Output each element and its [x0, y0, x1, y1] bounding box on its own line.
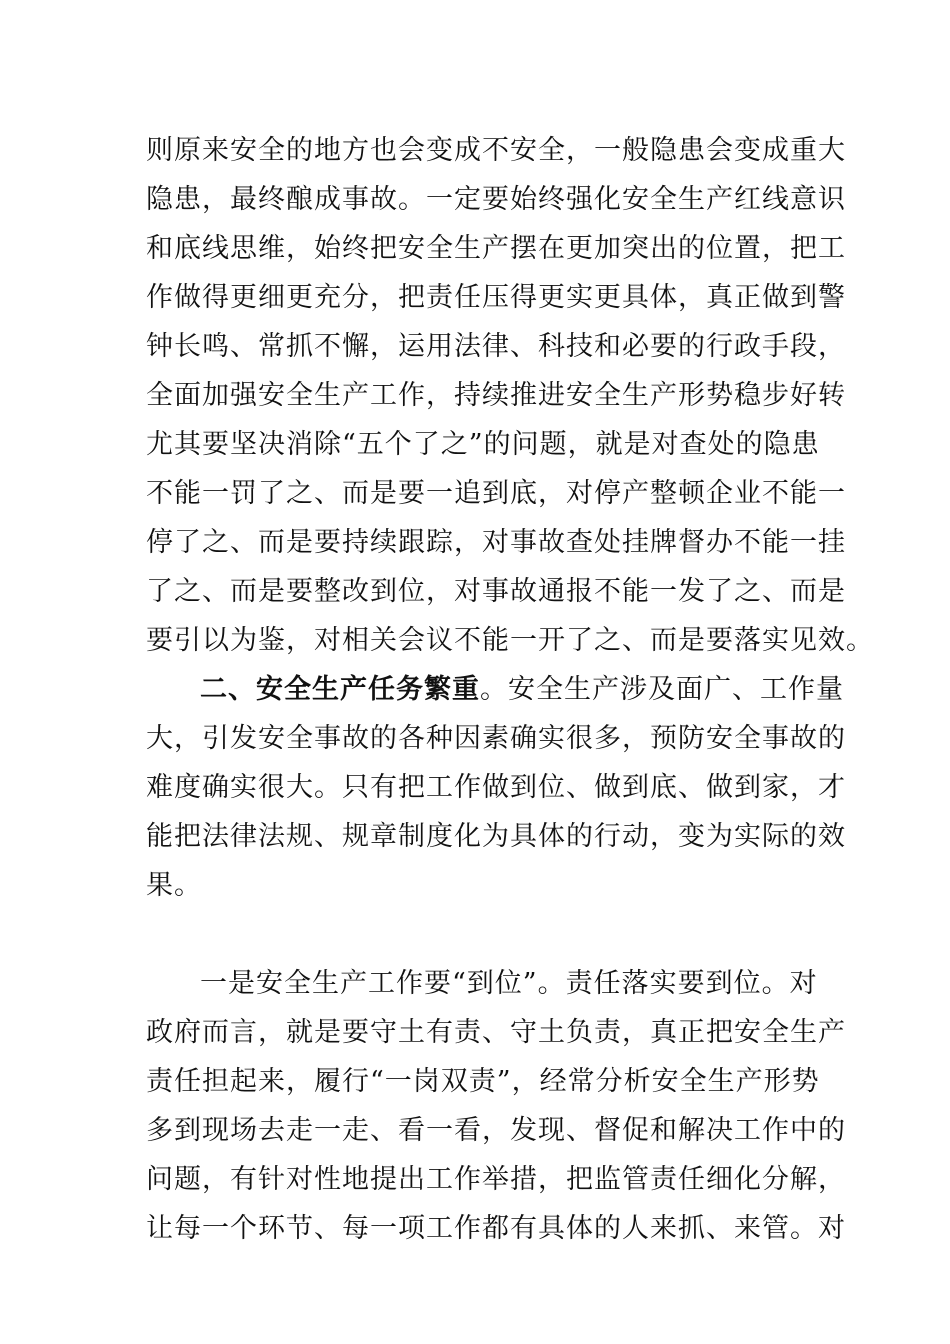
text-line: 不能一罚了之、而是要一追到底，对停产整顿企业不能一	[146, 478, 846, 509]
text-line: 难度确实很大。只有把工作做到位、做到底、做到家，才	[146, 772, 846, 803]
text-line: 问题，有针对性地提出工作举措，把监管责任细化分解，	[146, 1164, 846, 1195]
text-line: 让每一个环节、每一项工作都有具体的人来抓、来管。对	[146, 1213, 846, 1244]
paragraph-safety-awareness	[146, 126, 874, 665]
text-line: 则原来安全的地方也会变成不安全，一般隐患会变成重大	[146, 135, 846, 166]
text-line: 停了之、而是要持续跟踪，对事故查处挂牌督办不能一挂	[146, 527, 846, 558]
text-line: 果。	[146, 870, 202, 901]
paragraph-in-place	[146, 959, 846, 1253]
text-line	[146, 665, 844, 714]
paragraph-spacer	[146, 910, 816, 959]
text-line: 隐患，最终酿成事故。一定要始终强化安全生产红线意识	[146, 184, 846, 215]
text-line: 多到现场去走一走、看一看，发现、督促和解决工作中的	[146, 1115, 846, 1146]
text-line: 要引以为鉴，对相关会议不能一开了之、而是要落实见效。	[146, 625, 874, 656]
text-line: 和底线思维，始终把安全生产摆在更加突出的位置，把工	[146, 233, 846, 264]
text-line: 一是安全生产工作要“到位”。责任落实要到位。对	[200, 968, 818, 999]
text-line: 尤其要坚决消除“五个了之”的问题，就是对查处的隐患	[146, 429, 820, 460]
heading-continuation: 。安全生产涉及面广、工作量	[480, 674, 844, 705]
section-heading: 二、安全生产任务繁重	[200, 674, 480, 705]
text-line: 作做得更细更充分，把责任压得更实更具体，真正做到警	[146, 282, 846, 313]
text-line: 大，引发安全事故的各种因素确实很多，预防安全事故的	[146, 723, 846, 754]
text-line: 全面加强安全生产工作，持续推进安全生产形势稳步好转	[146, 380, 846, 411]
document-body	[146, 126, 874, 1253]
text-line: 了之、而是要整改到位，对事故通报不能一发了之、而是	[146, 576, 846, 607]
text-line: 钟长鸣、常抓不懈，运用法律、科技和必要的行政手段，	[146, 331, 846, 362]
text-line: 能把法律法规、规章制度化为具体的行动，变为实际的效	[146, 821, 846, 852]
text-line: 责任担起来，履行“一岗双责”，经常分析安全生产形势	[146, 1066, 820, 1097]
text-line: 政府而言，就是要守土有责、守土负责，真正把安全生产	[146, 1017, 846, 1048]
paragraph-heavy-tasks	[146, 665, 846, 910]
